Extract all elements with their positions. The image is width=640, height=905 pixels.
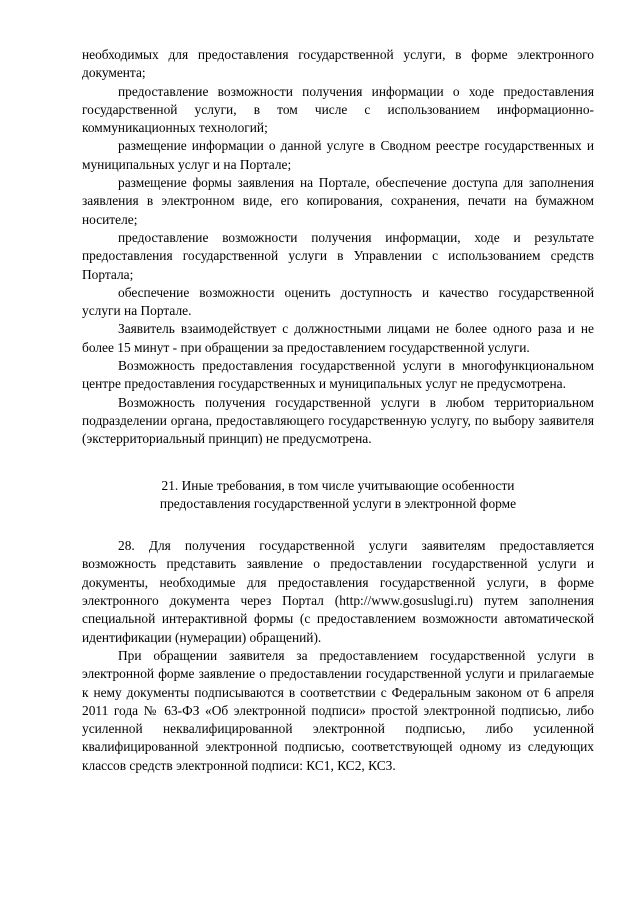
paragraph-info-progress: предоставление возможности получения информации о ходе предоставления государственной услуги, в том числе с использованием информационно-коммуникационных технологий; [82, 83, 594, 136]
paragraph-continuation: необходимых для предоставления государственной услуги, в форме электронного документа; [82, 47, 594, 81]
paragraph-electronic-signature [82, 647, 594, 775]
section-heading-line2: предоставления государственной услуги в электронной форме [159, 495, 517, 511]
paragraph-result-info: предоставление возможности получения информации, ходе и результате предоставления государственной услуги в Управлении с использованием средств Портала; [82, 229, 594, 282]
federal-law-link[interactable]: законом [475, 684, 522, 700]
paragraph-extraterritorial: Возможность получения государственной услуги в любом территориальном подразделении органа, предоставляющего государственную услугу, по выбору заявителя (экстерриториальный принцип) не предусмотрена. [82, 394, 594, 447]
paragraph-28: 28. Для получения государственной услуги заявителям предоставляется возможность представить заявление о предоставлении государственной услуги и документы, необходимые для предоставления государственной услуги, в форме электронного документа через Портал (http://www.gosuslugi.ru) путем заполнения специальной интерактивной формы (с предоставлением возможности автоматической идентификации (нумерации) обращений). [82, 538, 594, 645]
paragraph-quality-assessment: обеспечение возможности оценить доступность и качество государственной услуги на Портале. [82, 284, 594, 319]
section-heading [82, 477, 594, 514]
paragraph-signature-part2: от 6 апреля 2011 года № 63-ФЗ «Об электронной подписи» простой электронной подписью, либо усиленной неквалифицированной электронной подписью, либо усиленной квалифицированной электронной подписью, соответствующей одному из следующих классов средств электронной подписи: КС1, КС2, КС3. [82, 684, 594, 773]
paragraph-registry: размещение информации о данной услуге в Сводном реестре государственных и муниципальных услуг и на Портале; [82, 138, 594, 172]
paragraph-interaction-limit: Заявитель взаимодействует с должностными лицами не более одного раза и не более 15 минут - при обращении за предоставлением государственной услуги. [82, 321, 594, 355]
section-heading-line1: 21. Иные требования, в том числе учитывающие особенности [161, 477, 515, 493]
paragraph-mfc: Возможность предоставления государственной услуги в многофункциональном центре предоставления государственных и муниципальных услуг не предусмотрена. [82, 358, 594, 392]
paragraph-signature-part1: При обращении заявителя за предоставлением государственной услуги в электронной форме заявление о предоставлении государственной услуги и прилагаемые к нему документы подписываются в соответствии с Федеральным [82, 647, 594, 700]
paragraph-form-on-portal: размещение формы заявления на Портале, обеспечение доступа для заполнения заявления в электронном виде, его копирования, сохранения, печати на бумажном носителе; [82, 175, 594, 227]
